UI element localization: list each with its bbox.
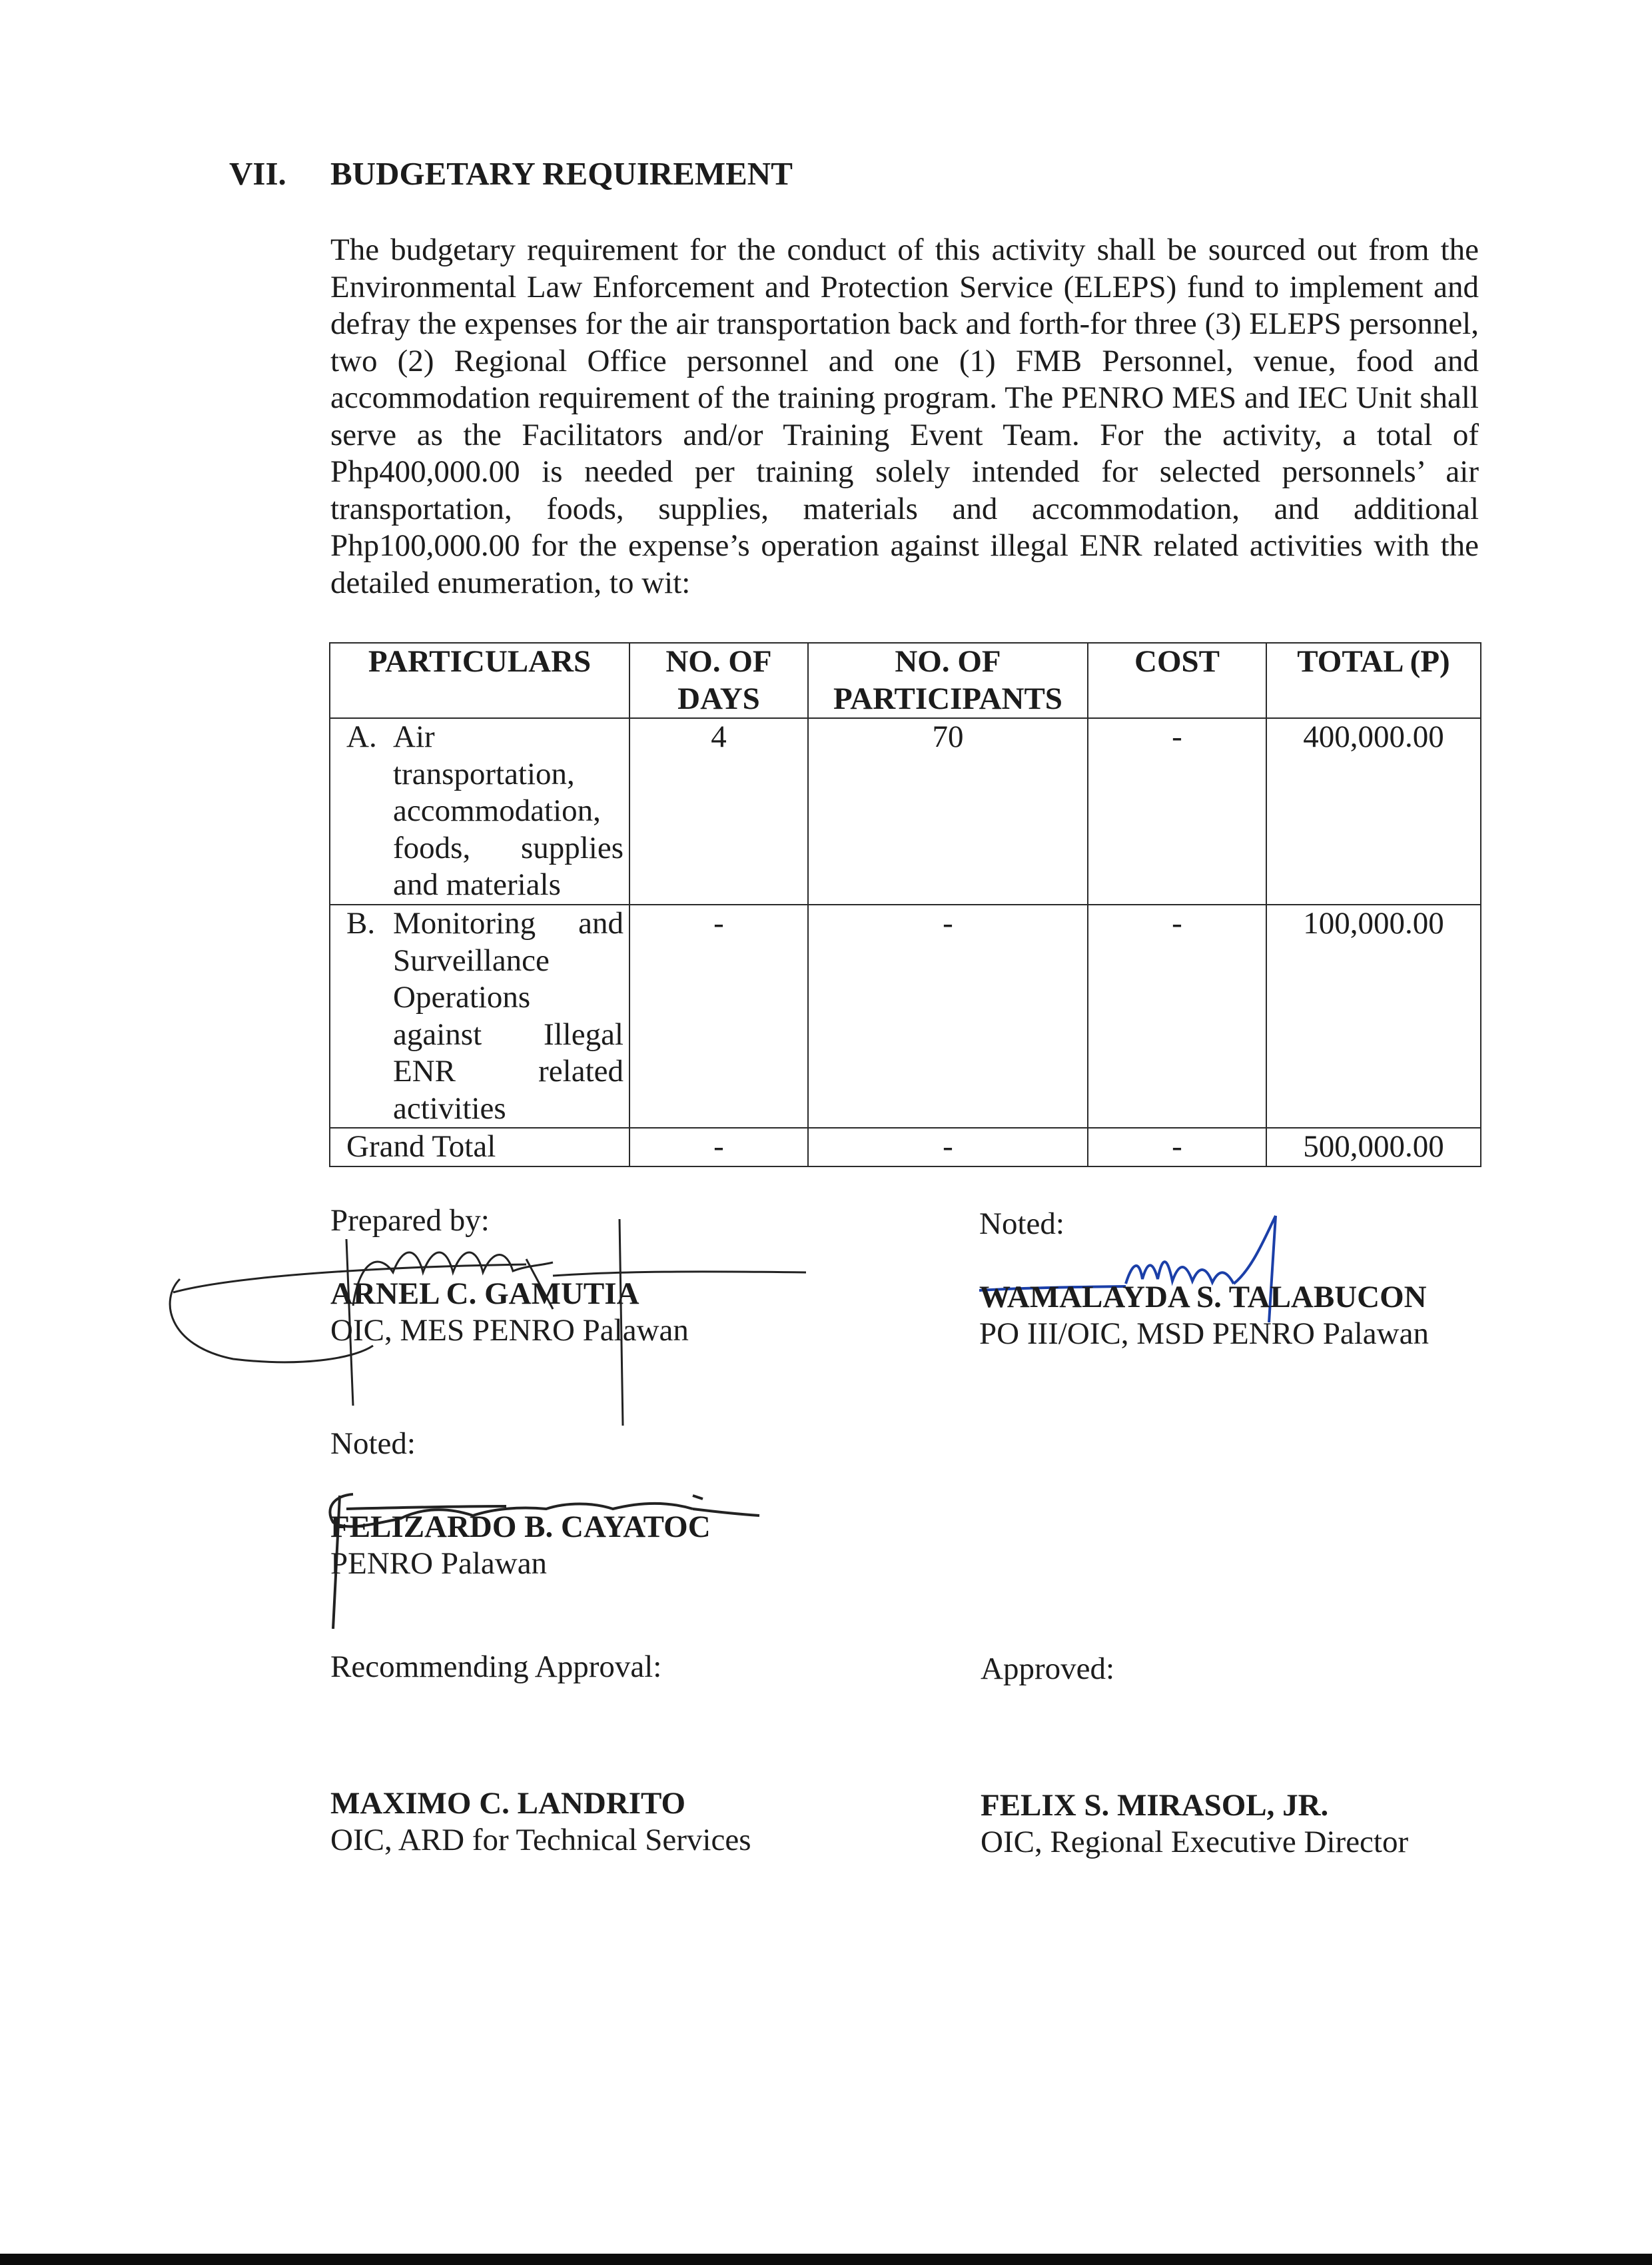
scan-bottom-edge [0,2254,1652,2265]
header-cost: COST [1088,643,1266,718]
participants-cell: - [808,1128,1088,1166]
item-letter: A. [346,719,377,754]
days-cell: 4 [629,718,808,905]
item-description: Air transportation, accommodation, foods, supplies and materials [393,719,623,902]
particulars-cell [330,718,629,905]
grand-total-label: Grand Total [330,1128,629,1166]
signatory-name: ARNEL C. GAMUTIA [330,1276,639,1311]
total-cell: 400,000.00 [1266,718,1481,905]
signatory-name: MAXIMO C. LANDRITO [330,1786,686,1821]
signatory-position: OIC, MES PENRO Palawan [330,1313,689,1348]
grand-total-row [330,1128,1481,1166]
budget-table [329,642,1481,1167]
signatory-approved [981,1651,1408,1861]
header-total: TOTAL (P) [1266,643,1481,718]
days-cell: - [629,1128,808,1166]
signatory-position: PENRO Palawan [330,1546,548,1581]
grand-total-value: 500,000.00 [1266,1128,1481,1166]
particulars-cell [330,905,629,1128]
signatory-noted-right [979,1206,1429,1352]
prepared-label: Prepared by: [330,1203,490,1238]
budget-paragraph: The budgetary requirement for the conduct of this activity shall be sourced out from the Environmental Law Enforcement and Protection Service (ELEPS) fund to implement and defray the expenses for the air transportation back and forth-for three (3) ELEPS personnel, two (2) Regional Office personnel and one (1) FMB Personnel, venue, food and accommodation requirement of the training program. The PENRO MES and IEC Unit shall serve as the Facilitators and/or Training Event Team. For the activity, a total of Php400,000.00 is needed per training solely intended for selected personnels’ air transportation, foods, supplies, materials and accommodation, and additional Php100,000.00 for the expense’s operation against illegal ENR related activities with the detailed enumeration, to wit: [330,232,1479,600]
item-letter: B. [346,906,376,941]
cost-cell: - [1088,1128,1266,1166]
signatory-name: FELIX S. MIRASOL, JR. [981,1788,1329,1823]
days-cell: - [629,905,808,1128]
section-number: VII. [229,155,286,192]
signatory-recommending [330,1649,751,1859]
signatory-name: WAMALAYDA S. TALABUCON [979,1280,1427,1314]
header-particulars: PARTICULARS [330,643,629,718]
item-description: Monitoring and Surveillance Operations against Illegal ENR related activities [393,906,623,1126]
header-participants: NO. OF PARTICIPANTS [808,643,1088,718]
section-title: BUDGETARY REQUIREMENT [330,155,793,192]
signatory-name: FELIZARDO B. CAYATOC [330,1510,711,1544]
signatory-position: PO III/OIC, MSD PENRO Palawan [979,1316,1429,1351]
total-cell: 100,000.00 [1266,905,1481,1128]
approved-label: Approved: [981,1651,1115,1686]
participants-cell: - [808,905,1088,1128]
cost-cell: - [1088,718,1266,905]
header-days: NO. OF DAYS [629,643,808,718]
participants-cell: 70 [808,718,1088,905]
recommending-label: Recommending Approval: [330,1649,662,1684]
signatory-noted-left [330,1426,711,1582]
noted-label: Noted: [330,1426,416,1461]
noted-label: Noted: [979,1206,1064,1241]
signatory-position: OIC, ARD for Technical Services [330,1823,751,1857]
cost-cell: - [1088,905,1266,1128]
signatory-prepared [330,1202,689,1349]
table-header-row [330,643,1481,718]
table-row [330,905,1481,1128]
signatory-position: OIC, Regional Executive Director [981,1825,1409,1859]
table-row [330,718,1481,905]
